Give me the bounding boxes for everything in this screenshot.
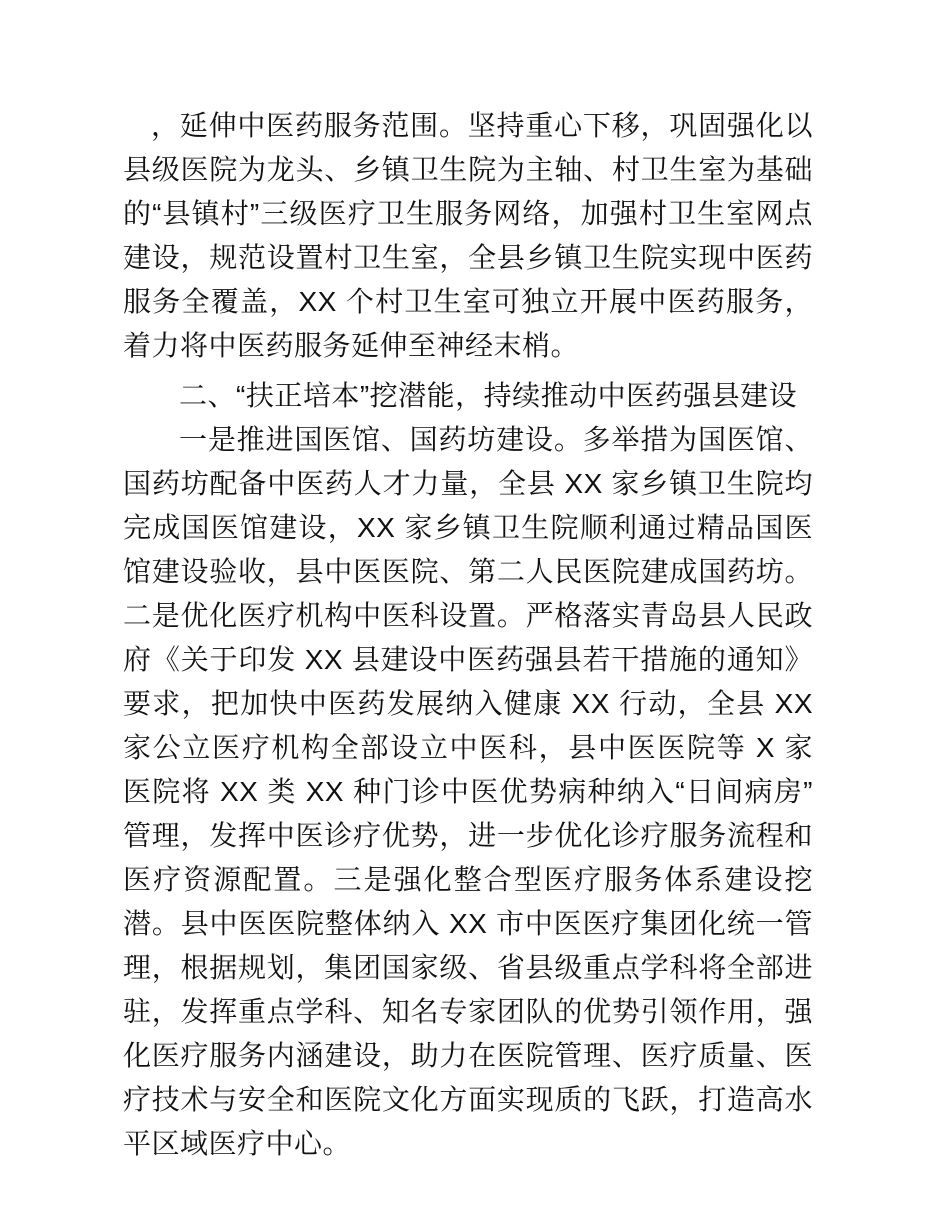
- paragraph-body: 一是推进国医馆、国药坊建设。多举措为国医馆、国药坊配备中医药人才力量，全县 XX 家乡镇卫生院均完成国医馆建设，XX 家乡镇卫生院顺利通过精品国医馆建设验收，县中医医院、第二人民医院建成国药坊。二是优化医疗机构中医科设置。严格落实青岛县人民政府《关于印发 XX 县建设中医药强县若干措施的通知》要求，把加快中医药发展纳入健康 XX 行动，全县 XX 家公立医疗机构全部设立中医科，县中医医院等 X 家医院将 XX 类 XX 种门诊中医优势病种纳入“日间病房”管理，发挥中医诊疗优势，进一步优化诊疗服务流程和医疗资源配置。三是强化整合型医疗服务体系建设挖潜。县中医医院整体纳入 XX 市中医医疗集团化统一管理，根据规划，集团国家级、省县级重点学科将全部进驻，发挥重点学科、知名专家团队的优势引领作用，强化医疗服务内涵建设，助力在医院管理、医疗质量、医疗技术与安全和医院文化方面实现质的飞跃，打造高水平区域医疗中心。: [123, 424, 813, 1159]
- paragraph-continuation: ，延伸中医药服务范围。坚持重心下移，巩固强化以县级医院为龙头、乡镇卫生院为主轴、村卫生室为基础的“县镇村”三级医疗卫生服务网络，加强村卫生室网点建设，规范设置村卫生室，全县乡镇卫生院实现中医药服务全覆盖，XX 个村卫生室可独立开展中医药服务，着力将中医药服务延伸至神经末梢。: [123, 110, 813, 361]
- section-heading: 二、“扶正培本”挖潜能，持续推动中医药强县建设: [179, 380, 798, 411]
